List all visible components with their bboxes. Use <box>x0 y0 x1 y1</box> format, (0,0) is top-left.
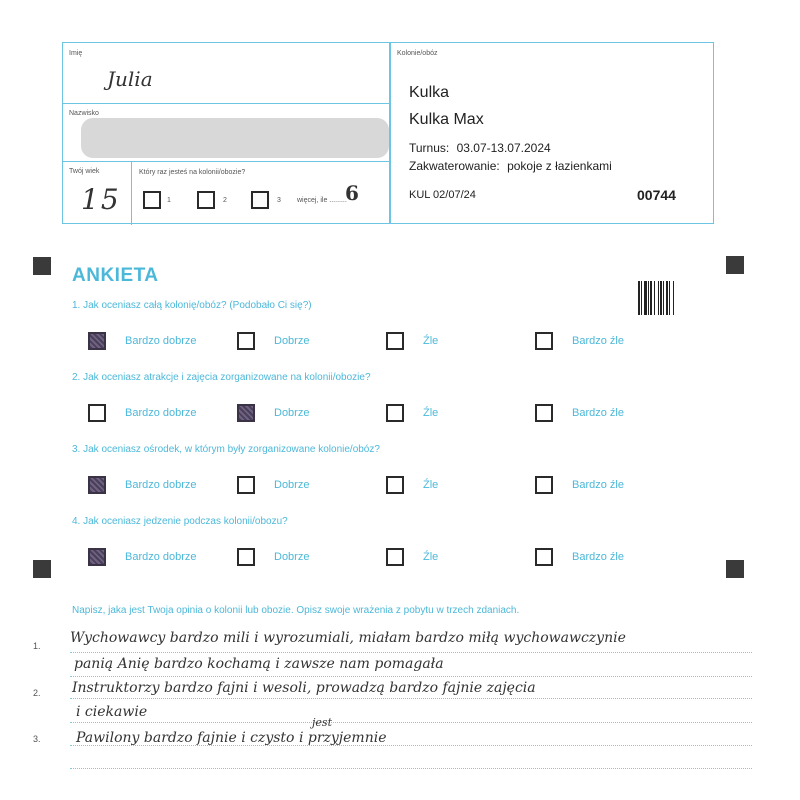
kolonie-name-1: Kulka <box>409 84 450 101</box>
question-1-option-label: Bardzo dobrze <box>125 335 197 347</box>
redacted-surname <box>81 118 389 158</box>
turnus-row <box>409 141 551 155</box>
barcode-bar <box>644 281 647 315</box>
opinion-prompt: Napisz, jaka jest Twoja opinia o kolonii lub obozie. Opisz swoje wrażenia z pobytu w trzech zdaniach. <box>72 605 520 616</box>
survey-title: ANKIETA <box>72 265 159 286</box>
question-1-text: 1. Jak oceniasz całą kolonię/obóz? (Podobało Ci się?) <box>72 300 312 311</box>
question-3-option-checkbox[interactable] <box>88 476 106 494</box>
question-3-option-checkbox[interactable] <box>237 476 255 494</box>
question-2-option-label: Źle <box>423 407 439 419</box>
question-4-option-label: Bardzo źle <box>572 551 624 563</box>
question-3-option-label: Dobrze <box>274 479 310 491</box>
barcode-bar <box>638 281 640 315</box>
question-3-option-checkbox[interactable] <box>386 476 404 494</box>
question-3-text: 3. Jak oceniasz ośrodek, w którym były zorganizowane kolonie/obóz? <box>72 444 380 455</box>
kolonie-label: Kolonie/obóz <box>397 50 438 57</box>
barcode-bar <box>654 281 655 315</box>
question-4-option-checkbox[interactable] <box>535 548 553 566</box>
question-2-option-checkbox[interactable] <box>386 404 404 422</box>
question-2-option-label: Bardzo dobrze <box>125 407 197 419</box>
question-2-text: 2. Jak oceniasz atrakcje i zajęcia zorganizowane na kolonii/obozie? <box>72 372 371 383</box>
opinion-line-4: i ciekawie <box>76 704 148 720</box>
question-3-option-label: Bardzo źle <box>572 479 624 491</box>
registration-mark-top-right <box>726 256 744 274</box>
line-number-3: 3. <box>33 734 41 744</box>
imie-field[interactable] <box>63 43 389 104</box>
nazwisko-label: Nazwisko <box>69 110 99 117</box>
nazwisko-field[interactable] <box>63 103 389 162</box>
question-3-option-checkbox[interactable] <box>535 476 553 494</box>
question-1-option-label: Źle <box>423 335 439 347</box>
wiecej-label: więcej, ile ......... <box>297 197 347 204</box>
kolonie-name-2: Kulka Max <box>409 111 484 128</box>
line-number-1: 1. <box>33 641 41 651</box>
barcode-bar <box>669 281 670 315</box>
barcode-bar <box>666 281 668 315</box>
imie-value: Julia <box>107 67 153 91</box>
turnus-value: 03.07-13.07.2024 <box>456 141 551 155</box>
writing-line <box>70 768 752 769</box>
visit-2-label: 2 <box>223 197 227 204</box>
question-2-option-checkbox[interactable] <box>88 404 106 422</box>
question-4-option-label: Źle <box>423 551 439 563</box>
ktory-raz-label: Który raz jesteś na kolonii/obozie? <box>139 169 246 176</box>
question-2-option-label: Dobrze <box>274 407 310 419</box>
visit-3-label: 3 <box>277 197 281 204</box>
question-2-option-label: Bardzo źle <box>572 407 624 419</box>
form-number: 00744 <box>637 187 676 203</box>
visit-3-checkbox[interactable] <box>251 191 269 209</box>
question-4-option-checkbox[interactable] <box>88 548 106 566</box>
question-1-option-label: Bardzo źle <box>572 335 624 347</box>
question-4-option-checkbox[interactable] <box>237 548 255 566</box>
question-3-option-label: Bardzo dobrze <box>125 479 197 491</box>
writing-line <box>70 652 752 653</box>
question-1-option-checkbox[interactable] <box>535 332 553 350</box>
barcode-bar <box>673 281 674 315</box>
visit-1-label: 1 <box>167 197 171 204</box>
barcode-bar <box>658 281 659 315</box>
ktory-raz-field <box>131 161 389 225</box>
question-1-option-checkbox[interactable] <box>386 332 404 350</box>
barcode-bar <box>648 281 649 315</box>
opinion-line-2: panią Anię bardzo kochamą i zawsze nam pomagała <box>74 656 444 672</box>
barcode-bar <box>663 281 664 315</box>
question-1-option-label: Dobrze <box>274 335 310 347</box>
writing-line <box>70 698 752 699</box>
visit-1-checkbox[interactable] <box>143 191 161 209</box>
zakwaterowanie-value: pokoje z łazienkami <box>507 159 612 173</box>
question-1-option-checkbox[interactable] <box>88 332 106 350</box>
question-4-option-checkbox[interactable] <box>386 548 404 566</box>
question-1-option-checkbox[interactable] <box>237 332 255 350</box>
opinion-line-1: Wychowawcy bardzo mili i wyrozumiali, miałam bardzo miłą wychowawczynie <box>70 630 626 646</box>
question-2-option-checkbox[interactable] <box>535 404 553 422</box>
question-4-option-label: Bardzo dobrze <box>125 551 197 563</box>
header-form <box>62 42 714 224</box>
writing-line <box>70 676 752 677</box>
visit-2-checkbox[interactable] <box>197 191 215 209</box>
registration-mark-bottom-left <box>33 560 51 578</box>
wiek-field[interactable] <box>63 161 132 225</box>
barcode-bar <box>650 281 652 315</box>
question-4-text: 4. Jak oceniasz jedzenie podczas kolonii/obozu? <box>72 516 288 527</box>
opinion-insert-word: jest <box>312 716 332 729</box>
turnus-label: Turnus: <box>409 141 450 155</box>
opinion-line-3: Instruktorzy bardzo fajni i wesoli, prowadzą bardzo fajnie zajęcia <box>72 680 536 696</box>
wiek-label: Twój wiek <box>69 168 100 175</box>
zakwaterowanie-row <box>409 159 612 173</box>
barcode-bar <box>660 281 662 315</box>
registration-mark-top-left <box>33 257 51 275</box>
question-2-option-checkbox[interactable] <box>237 404 255 422</box>
line-number-2: 2. <box>33 688 41 698</box>
form-code: KUL 02/07/24 <box>409 189 476 201</box>
barcode-bar <box>641 281 642 315</box>
registration-mark-bottom-right <box>726 560 744 578</box>
zakwaterowanie-label: Zakwaterowanie: <box>409 159 500 173</box>
imie-label: Imię <box>69 50 83 57</box>
header-divider <box>389 43 391 223</box>
wiecej-value: 6 <box>345 181 359 205</box>
wiek-value: 15 <box>81 183 121 216</box>
barcode <box>638 281 690 315</box>
opinion-line-5: Pawilony bardzo fajnie i czysto i przyjemnie <box>76 730 387 746</box>
question-3-option-label: Źle <box>423 479 439 491</box>
question-4-option-label: Dobrze <box>274 551 310 563</box>
writing-line <box>70 722 752 723</box>
